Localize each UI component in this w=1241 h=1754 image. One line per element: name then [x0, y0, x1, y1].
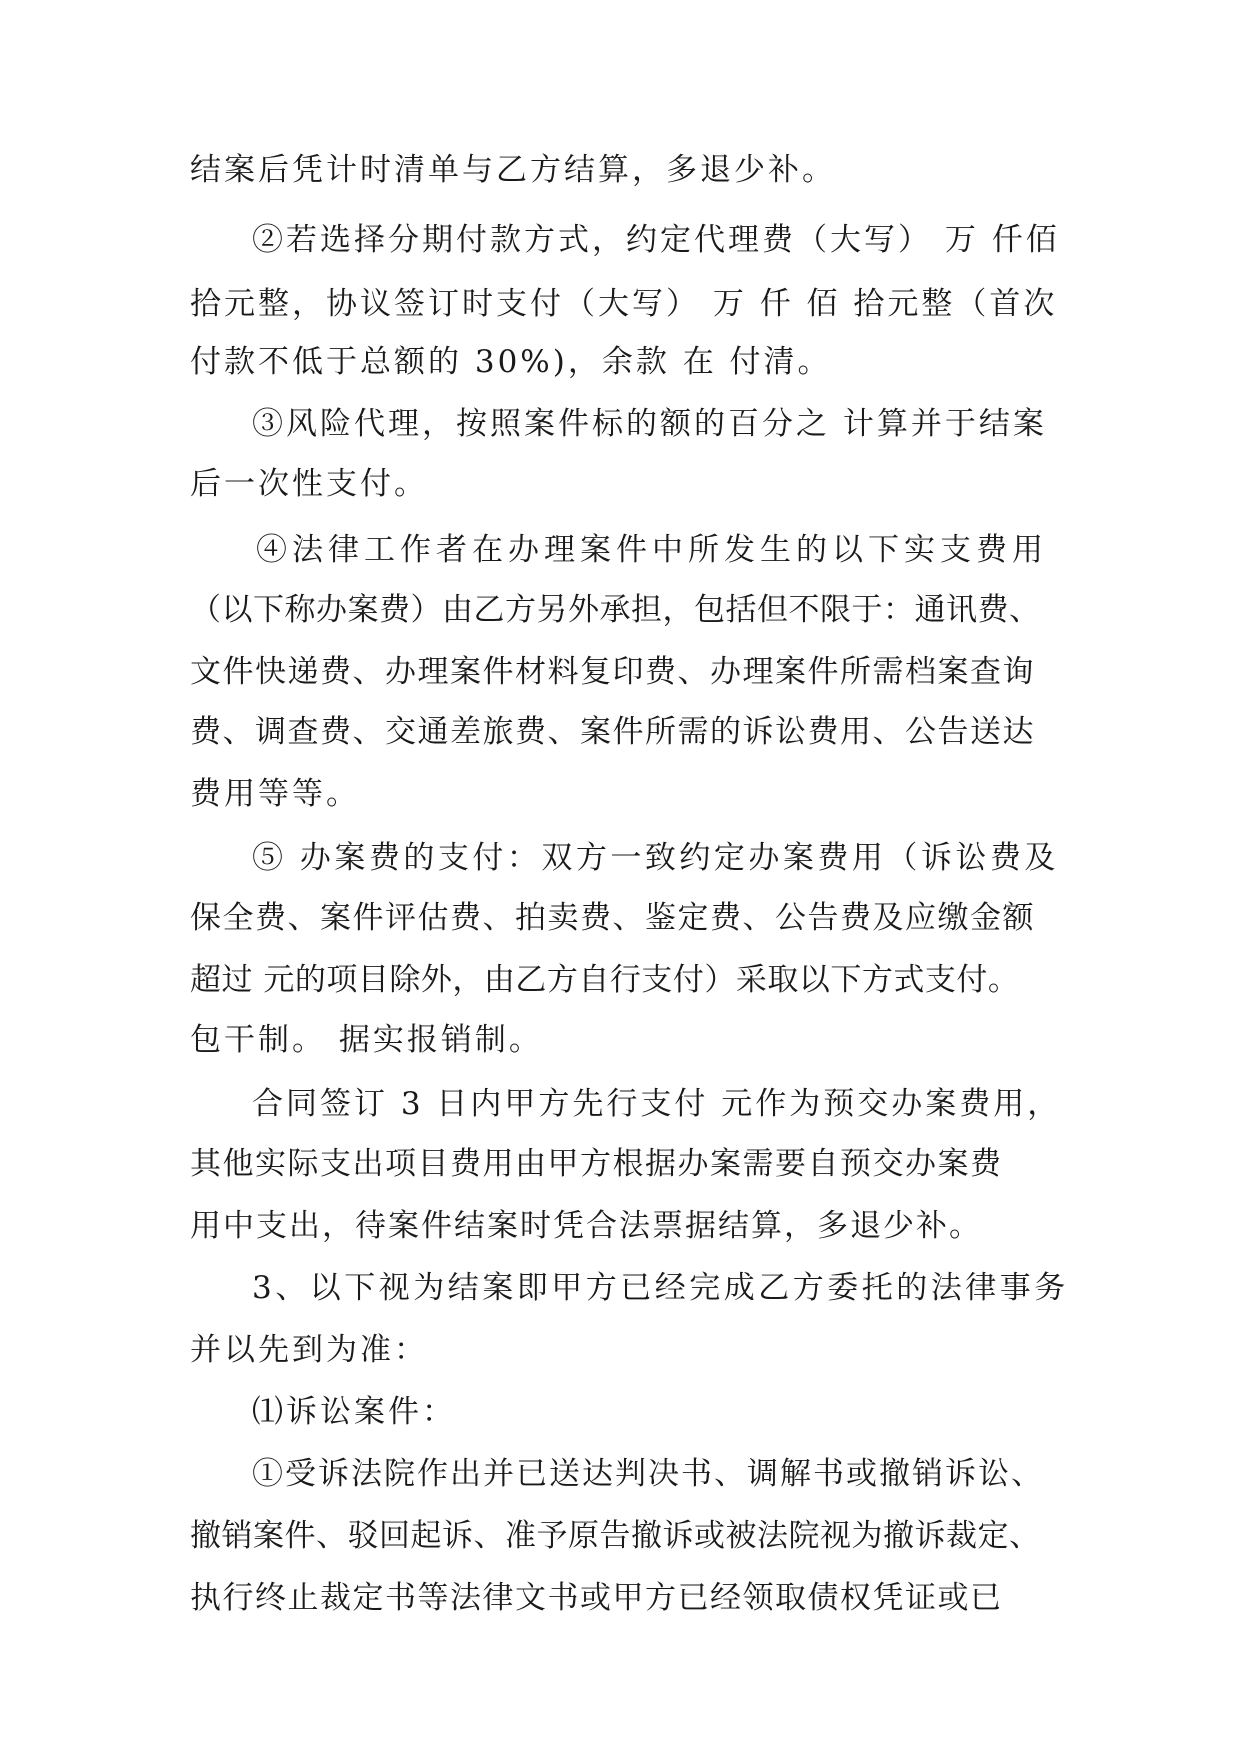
text-line: 后一次性支付。: [190, 466, 428, 502]
text-line: 执行终止裁定书等法律文书或甲方已经领取债权凭证或已: [190, 1580, 1003, 1616]
text-line: 用中支出，待案件结案时凭合法票据结算，多退少补。: [190, 1208, 982, 1244]
text-line: 费用等等。: [190, 776, 360, 812]
text-line: ⑤ 办案费的支付：双方一致约定办案费用（诉讼费及: [252, 840, 1059, 876]
text-line: 文件快递费、办理案件材料复印费、办理案件所需档案查询: [190, 654, 1035, 690]
text-line: 保全费、案件评估费、拍卖费、鉴定费、公告费及应缴金额: [190, 900, 1035, 936]
text-line: ①受诉法院作出并已送达判决书、调解书或撤销诉讼、: [252, 1456, 1044, 1492]
text-line: 3、以下视为结案即甲方已经完成乙方委托的法律事务: [252, 1270, 1069, 1306]
text-line: ③风险代理，按照案件标的额的百分之 计算并于结案: [252, 406, 1047, 442]
text-line: 并以先到为准：: [190, 1332, 428, 1368]
text-line: 合同签订 3 日内甲方先行支付 元作为预交办案费用，: [252, 1086, 1062, 1122]
text-line: 拾元整，协议签订时支付（大写） 万 仟 佰 拾元整（首次: [190, 286, 1058, 322]
text-line: 包干制。 据实报销制。: [190, 1022, 543, 1058]
text-line: ④法律工作者在办理案件中所发生的以下实支费用: [256, 532, 1048, 568]
text-line: ⑴诉讼案件：: [252, 1394, 456, 1430]
text-line: 费、调查费、交通差旅费、案件所需的诉讼费用、公告送达: [190, 714, 1035, 750]
text-line: 撤销案件、驳回起诉、准予原告撤诉或被法院视为撤诉裁定、: [190, 1518, 1041, 1554]
text-line: 其他实际支出项目费用由甲方根据办案需要自预交办案费: [190, 1146, 1003, 1182]
text-line: （以下称办案费）由乙方另外承担，包括但不限于：通讯费、: [190, 592, 1041, 628]
text-line: 超过 元的项目除外，由乙方自行支付）采取以下方式支付。: [190, 962, 1020, 998]
text-line: 结案后凭计时清单与乙方结算，多退少补。: [190, 152, 836, 188]
text-line: 付款不低于总额的 30%)，余款 在 付清。: [190, 344, 832, 380]
text-line: ②若选择分期付款方式，约定代理费（大写） 万 仟佰: [252, 222, 1060, 258]
